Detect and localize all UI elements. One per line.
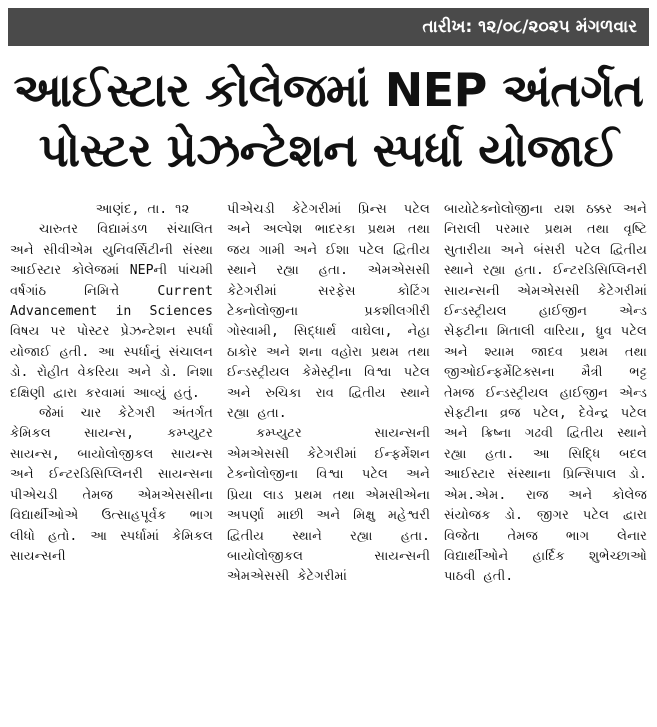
article-body — [10, 200, 647, 720]
article-paragraph: ચારુતર વિદ્યામંડળ સંચાલિત અને સીવીએમ યુનિવર્સિટીની સંસ્થા આઈસ્ટાર કોલેજમાં NEPની પાંચમી વર્ષગાંઠ નિમિત્તે Current Advancement in Sciences વિષય પર પોસ્ટર પ્રેઝન્ટેશન સ્પર્ધા યોજાઈ હતી. આ સ્પર્ધાનું સંચાલન ડો. રોહીત વેકરિયા અને ડો. નિશા દક્ષિણી દ્વારા કરવામાં આવ્યું હતું. — [10, 222, 213, 401]
article-paragraph: પીએચડી કેટેગરીમાં પ્રિન્સ પટેલ અને અલ્પેશ ભાદરકા પ્રથમ તથા જય ગામી અને ઈશા પટેલ દ્વિતીય સ્થાને રહ્યા હતા. એમએસસી કેટેગરીમાં સરફેસ કોટિંગ ટેક્નોલોજીના પ્રકશીલગીરી ગોસ્વામી, સિદ્ધાર્થ વાઘેલા, નેહા ઠાકોર અને શના વહોરા પ્રથમ તથા ઈન્ડસ્ટ્રીયલ કેમેસ્ટ્રીના વિશ્વા પટેલ અને રુચિકા રાવ દ્વિતીય સ્થાને રહ્યા હતા. — [227, 202, 430, 422]
dateline: આણંદ, તા. ૧૨ — [95, 202, 190, 217]
article-paragraph: જેમાં ચાર કેટેગરી અંતર્ગત કેમિકલ સાયન્સ, કમ્પ્યુટર સાયન્સ, બાયોલોજીકલ સાયન્સ અને ઈન્ટરડિસિપ્લિનરી સાયન્સના પીએચડી તેમજ એમએસસીના વિદ્યાર્થીઓએ ઉત્સાહપૂર્વક ભાગ લીધો હતો. આ સ્પર્ધામાં કેમિકલ સાયન્સની — [10, 406, 213, 564]
article-column-1 — [10, 200, 213, 720]
article-paragraph: કમ્પ્યુટર સાયન્સની એમએસસી કેટેગરીમાં ઈન્ફર્મેશન ટેક્નોલોજીના વિશ્વા પટેલ અને પ્રિયા લાડ પ્રથમ તથા એમસીએના અપર્ણા માછી અને મિક્ષુ મહેશ્વરી દ્વિતીય સ્થાને રહ્યા હતા. બાયોલોજીકલ સાયન્સની એમએસસી કેટેગરીમાં — [227, 426, 430, 585]
article-paragraph: બાયોટેક્નોલોજીના યશ ઠક્કર અને નિરાલી પરમાર પ્રથમ તથા વૃષ્ટિ સુતારીયા અને બંસરી પટેલ દ્વિતીય સ્થાને રહ્યા હતા. ઈન્ટરડિસિપ્લિનરી સાયન્સની એમએસસી કેટેગરીમાં ઈન્ડસ્ટ્રીયલ હાઈજીન એન્ડ સેફ્ટીના મિતાલી વારિયા, ધ્રુવ પટેલ અને શ્યામ જાદવ પ્રથમ તથા જીઓઈન્ફર્મેટિક્સના મૈત્રી ભટ્ટ તેમજ ઈન્ડસ્ટ્રીયલ હાઈજીન એન્ડ સેફ્ટીના વ્રજ પટેલ, દેવેન્દ્ર પટેલ અને ક્રિષ્ના ગઢવી દ્વિતીય સ્થાને રહ્યા હતા. આ સિદ્ધિ બદલ આઈસ્ટાર સંસ્થાના પ્રિન્સિપાલ ડો. એમ.એમ. રાજ અને કોલેજ સંયોજક ડો. જીગર પટેલ દ્વારા વિજેતા તેમજ ભાગ લેનાર વિદ્યાર્થીઓને હાર્દિક શુભેચ્છાઓ પાઠવી હતી. — [444, 202, 647, 585]
article-column-2 — [227, 200, 430, 720]
date-text: તારીખ: ૧૨/૦૮/૨૦૨૫ મંગળવાર — [422, 17, 637, 37]
article-column-3 — [444, 200, 647, 720]
headline — [8, 60, 649, 180]
date-bar — [8, 8, 649, 46]
headline-line-1: આઈસ્ટાર કોલેજમાં NEP અંતર્ગત — [13, 63, 644, 117]
headline-line-2: પોસ્ટર પ્રેઝન્ટેશન સ્પર્ધા યોજાઈ — [38, 123, 619, 177]
